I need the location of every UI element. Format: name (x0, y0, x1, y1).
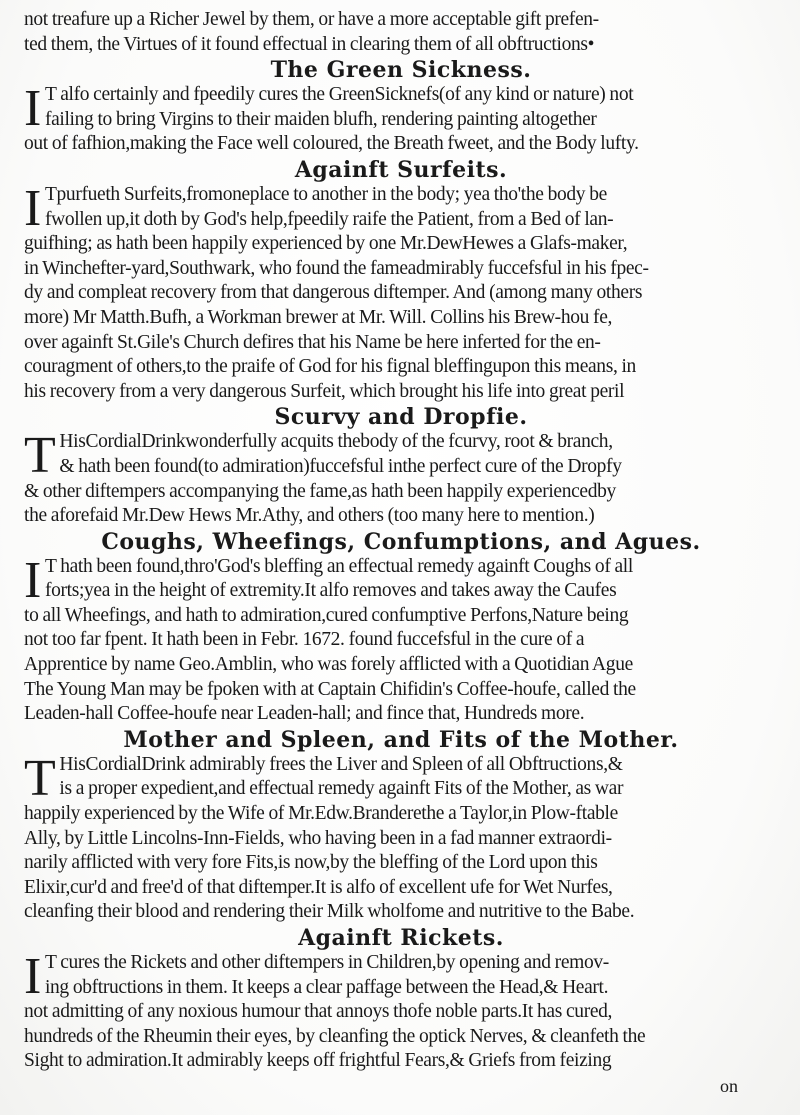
section-paragraph (24, 80, 778, 157)
text-line: HisCordialDrink admirably frees the Liver and Spleen of all Obftructions,& (59, 753, 623, 775)
text-line: T cures the Rickets and other diftempers in Children,by opening and remov- (44, 952, 609, 973)
section-heading: Againft Surfeits. (294, 156, 508, 183)
section-heading: The Green Sickness. (270, 57, 532, 84)
text-line: fwollen up,it doth by God's help,fpeedily raife the Patient, from a Bed of lan- (44, 208, 614, 230)
section-surfeits (24, 157, 778, 404)
drop-cap: I (24, 80, 41, 138)
text-line: guifhing; as hath been happily experienced by one Mr.DewHewes a Glafs-maker, (24, 233, 628, 255)
section-rickets (24, 925, 778, 1074)
section-paragraph (24, 749, 778, 925)
text-line: failing to bring Virgins to their maiden blufh, rendering painting altogether (44, 108, 597, 130)
text-line: narily afflicted with very fore Fits,is now,by the bleffing of the Lord upon this (24, 852, 598, 874)
section-coughs-agues (24, 529, 778, 727)
drop-cap: T (24, 427, 56, 485)
text-line: Tpurfueth Surfeits,fromoneplace to another in the body; yea tho'the body be (44, 183, 607, 205)
section-paragraph (24, 551, 778, 727)
text-line: cleanfing their blood and rendering their Milk wholfome and nutritive to the Babe. (24, 901, 635, 923)
text-line: the aforefaid Mr.Dew Hews Mr.Athy, and others (too many here to mention.) (24, 505, 595, 527)
text-line: T hath been found,thro'God's bleffing an effectual remedy againft Coughs of all (44, 555, 633, 577)
section-heading: Mother and Spleen, and Fits of the Mother. (123, 726, 679, 753)
text-line: ing obftructions in them. It keeps a clear paffage between the Head,& Heart. (44, 976, 609, 998)
section-heading: Againft Rickets. (298, 925, 504, 951)
text-line: his recovery from a very dangerous Surfeit, which brought his life into great peril (24, 380, 625, 402)
text-line: T alfo certainly and fpeedily cures the GreenSicknefs(of any kind or nature) not (44, 84, 634, 106)
text-line: Ally, by Little Lincolns-Inn-Fields, who having been in a fad manner extraordi- (24, 827, 612, 849)
text-line: to all Wheefings, and hath to admiration,cured confumptive Perfons,Nature being (24, 604, 629, 626)
text-line: over againft St.Gile's Church defires that his Name be here inferted for the en- (24, 331, 601, 353)
text-line: more) Mr Matth.Bufh, a Workman brewer at Mr. Will. Collins his Brew-hou fe, (24, 306, 613, 328)
text-line: not admitting of any noxious humour that annoys thofe noble parts.It has cured, (24, 1001, 613, 1023)
section-mother-spleen (24, 727, 778, 925)
text-line: is a proper expedient,and effectual remedy againft Fits of the Mother, as war (59, 778, 624, 800)
drop-cap: T (24, 749, 56, 807)
section-paragraph (24, 948, 778, 1074)
text-line: The Young Man may be fpoken with at Captain Chifidin's Coffee-houfe, called the (24, 678, 636, 700)
text-line: in Winchefter-yard,Southwark, who found the fameadmirably fuccefsful in his fpec- (24, 257, 649, 279)
text-line: & other diftempers accompanying the fame,as hath been happily experiencedby (24, 480, 616, 502)
text-line: hundreds of the Rheumin their eyes, by cleanfing the optick Nerves, & cleanfeth the (24, 1025, 646, 1047)
text-line: not treafure up a Richer Jewel by them, or have a more acceptable gift prefen- (24, 9, 599, 30)
text-line: Sight to admiration.It admirably keeps off frightful Fears,& Griefs from feizing (24, 1050, 612, 1072)
text-line: Elixir,cur'd and free'd of that diftemper.It is alfo of excellent ufe for Wet Nurfes, (24, 876, 613, 898)
section-heading: Coughs, Wheefings, Confumptions, and Agues. (101, 528, 701, 555)
text-line: forts;yea in the height of extremity.It alfo removes and takes away the Caufes (44, 580, 617, 602)
section-heading: Scurvy and Dropfie. (274, 404, 528, 431)
text-line: HisCordialDrinkwonderfully acquits thebody of the fcurvy, root & branch, (59, 431, 613, 453)
drop-cap: I (24, 948, 41, 1005)
text-line: couragment of others,to the praife of God for his fignal bleffingupon this means, in (24, 356, 636, 378)
drop-cap: I (24, 551, 41, 609)
text-line: & hath been found(to admiration)fuccefsful inthe perfect cure of the Dropfy (59, 455, 622, 477)
text-line: Apprentice by name Geo.Amblin, who was forely afflicted with a Quotidian Ague (24, 654, 633, 676)
text-line: ted them, the Virtues of it found effectual in clearing them of all obftructions• (24, 33, 595, 55)
text-line: not too far fpent. It hath been in Febr. 1672. found fuccefsful in the cure of a (24, 629, 585, 651)
section-paragraph (24, 179, 778, 404)
section-scurvy-dropsy (24, 404, 778, 528)
text-line: happily experienced by the Wife of Mr.Edw.Branderethe a Taylor,in Plow-ftable (24, 803, 618, 825)
drop-cap: I (24, 179, 41, 237)
text-line: Leaden-hall Coffee-houfe near Leaden-hall; and fince that, Hundreds more. (24, 703, 585, 725)
text-line: dy and compleat recovery from that dangerous diftemper. And (among many others (24, 282, 643, 304)
intro-paragraph (24, 8, 778, 57)
text-line: out of fafhion,making the Face well coloured, the Breath fweet, and the Body lufty. (24, 133, 639, 155)
section-green-sickness (24, 57, 778, 157)
section-paragraph (24, 427, 778, 528)
catchword: on (720, 1075, 738, 1096)
